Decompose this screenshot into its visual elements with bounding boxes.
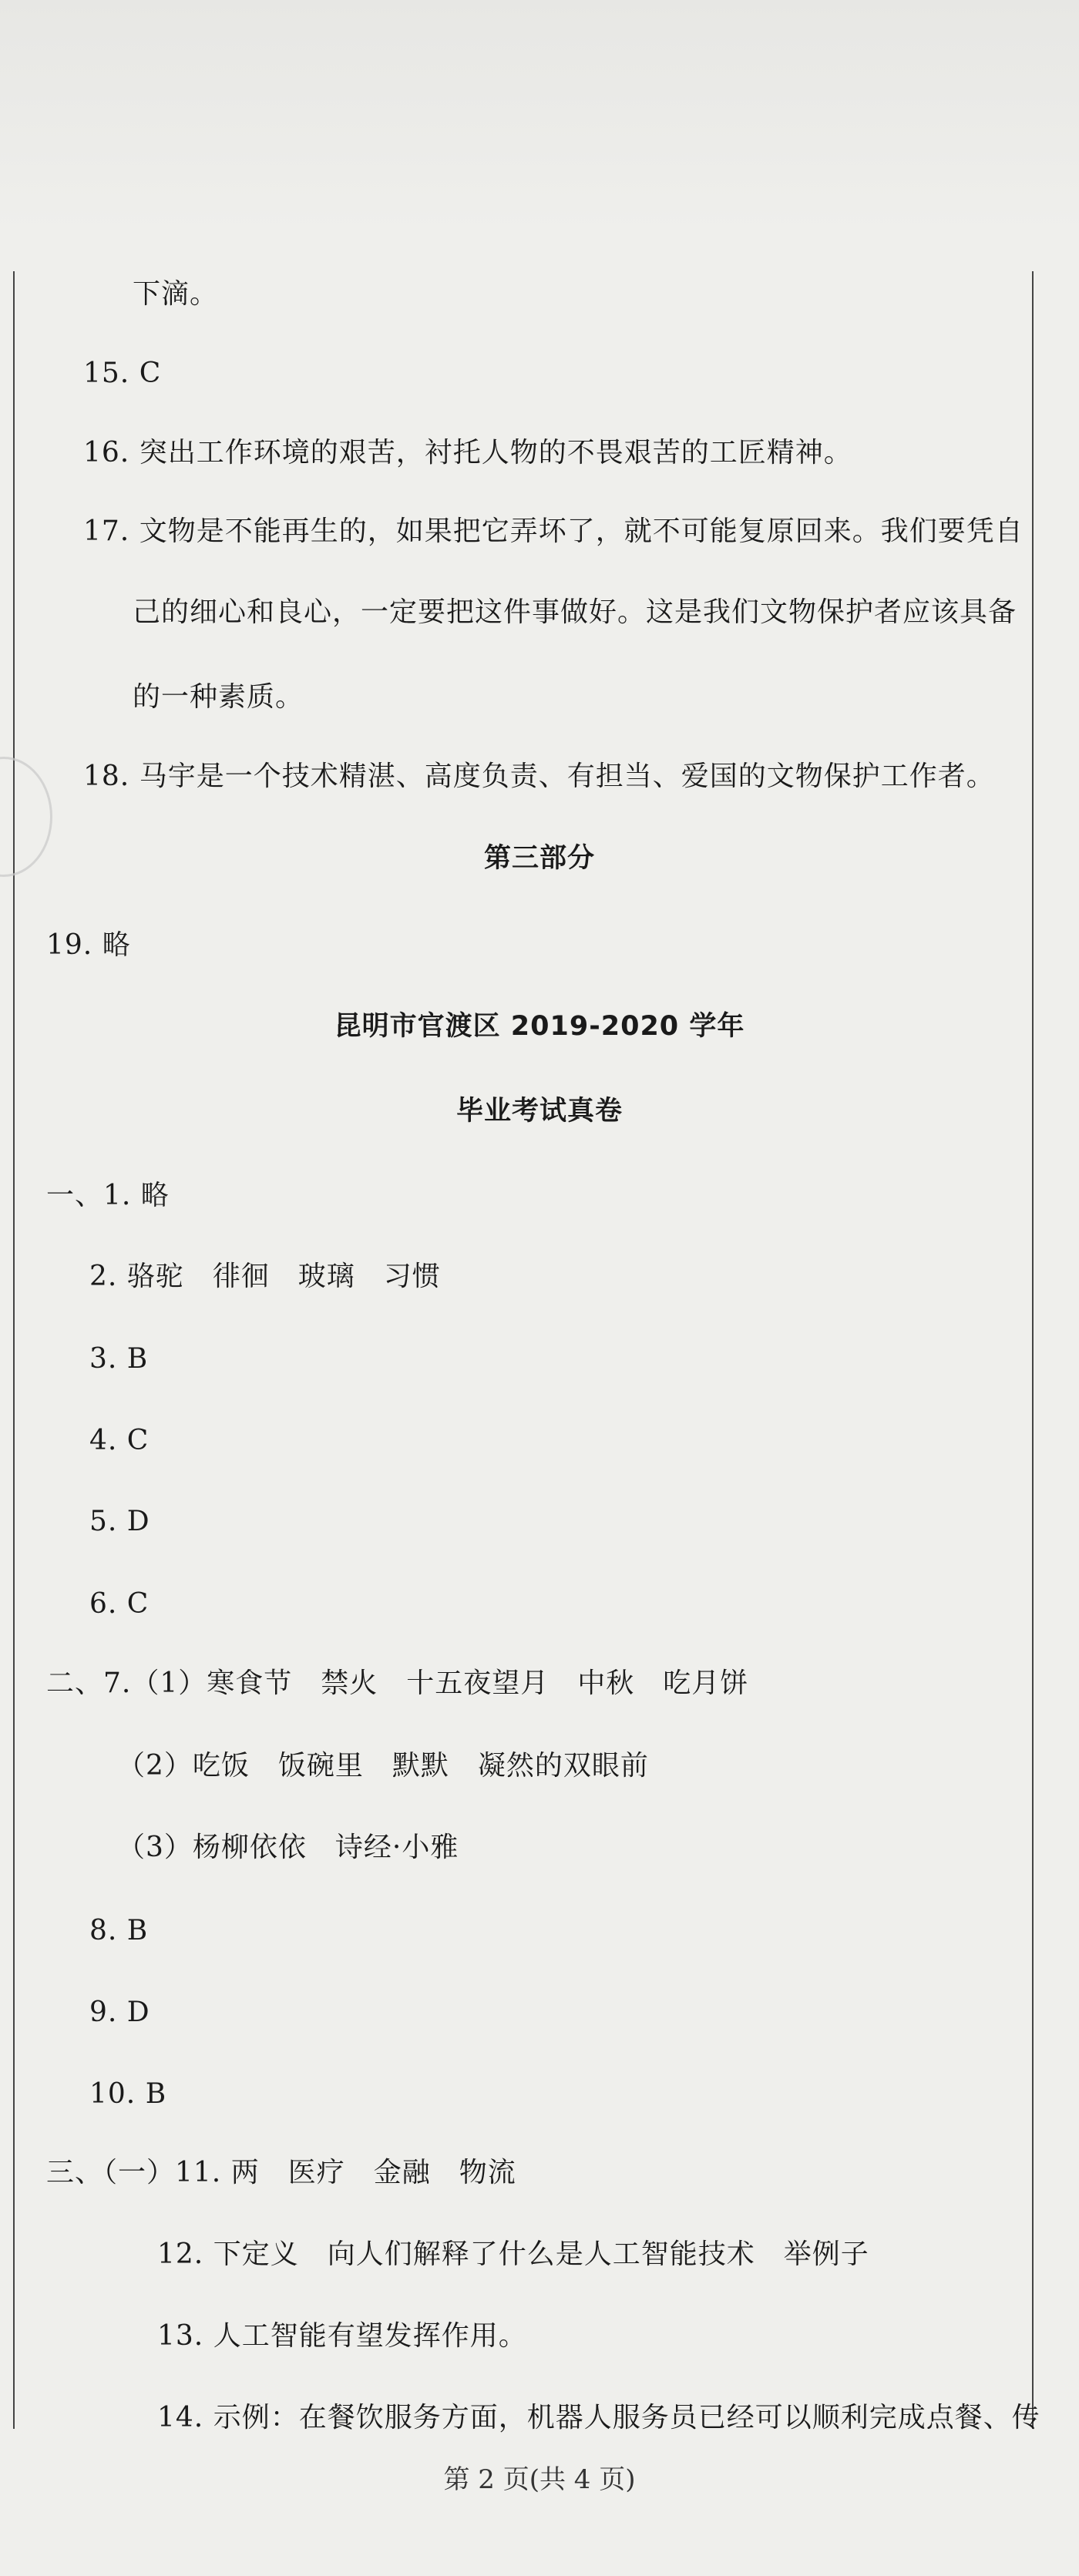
- answer-line: 4. C: [89, 1425, 150, 1456]
- answer-line: 5. D: [89, 1506, 150, 1537]
- top-page-shadow: [0, 0, 1079, 231]
- answer-line: 12. 下定义 向人们解释了什么是人工智能技术 举例子: [157, 2238, 869, 2270]
- answer-line: 一、1. 略: [46, 1180, 170, 1211]
- section-heading: 第三部分: [483, 843, 595, 874]
- answer-line: 2. 骆驼 徘徊 玻璃 习惯: [89, 1261, 441, 1292]
- answer-line: 15. C: [83, 358, 162, 389]
- answer-line: 17. 文物是不能再生的，如果把它弄坏了，就不可能复原回来。我们要凭自: [83, 516, 1024, 547]
- answer-line: 10. B: [89, 2078, 167, 2110]
- right-margin-rule: [1032, 271, 1034, 2429]
- answer-line: 3. B: [89, 1343, 149, 1375]
- answer-line: 9. D: [89, 1997, 150, 2028]
- answer-line: 下滴。: [133, 278, 219, 310]
- answer-line: 8. B: [89, 1915, 149, 1946]
- answer-line: 的一种素质。: [133, 681, 304, 713]
- answer-line: 14. 示例：在餐饮服务方面，机器人服务员已经可以顺利完成点餐、传: [157, 2402, 1040, 2433]
- answer-line: 16. 突出工作环境的艰苦，衬托人物的不畏艰苦的工匠精神。: [83, 437, 852, 469]
- answer-line: 13. 人工智能有望发挥作用。: [157, 2320, 527, 2352]
- answer-line: 己的细心和良心，一定要把这件事做好。这是我们文物保护者应该具备: [133, 596, 1017, 628]
- left-margin-rule: [13, 271, 15, 2429]
- answer-line: 19. 略: [46, 929, 131, 961]
- page-footer: 第 2 页(共 4 页): [443, 2464, 636, 2495]
- exam-title: 昆明市官渡区 2019-2020 学年: [334, 1011, 745, 1042]
- answer-line: （3）杨柳依依 诗经·小雅: [117, 1832, 459, 1863]
- answer-line: 18. 马宇是一个技术精湛、高度负责、有担当、爱国的文物保护工作者。: [83, 761, 995, 792]
- answer-line: 三、（一）11. 两 医疗 金融 物流: [46, 2157, 516, 2188]
- exam-subtitle: 毕业考试真卷: [455, 1096, 623, 1127]
- answer-line: （2）吃饭 饭碗里 默默 凝然的双眼前: [117, 1750, 649, 1782]
- answer-line: 二、7.（1）寒食节 禁火 十五夜望月 中秋 吃月饼: [46, 1668, 749, 1699]
- answer-line: 6. C: [89, 1588, 150, 1620]
